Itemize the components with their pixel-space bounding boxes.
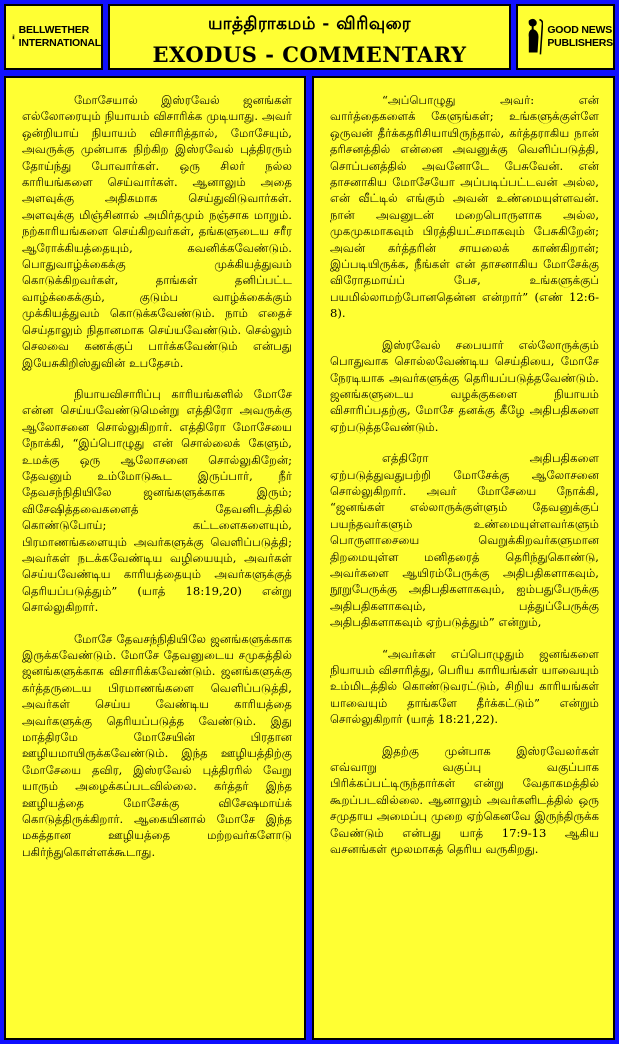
logo-left-line1: BELLWETHER [18,24,89,36]
right-column [312,76,615,1040]
logo-right-line2: PUBLISHERS [547,37,613,49]
paragraph: நியாயவிசாரிப்பு காரியங்களில் மோசே என்ன செய்யவேண்டுமென்று எத்திரோ அவருக்கு ஆலோசனை சொல்லுகிறார். எத்திரோ மோசேயை நோக்கி, “இப்பொழுது என் சொல்லைக் கேளும், உமக்கு ஒரு ஆலோசனை சொல்லுகிறேன்; தேவனும் உம்மோடுகூட இருப்பார், நீர் தேவசந்நிதியிலே ஜனங்களுக்காக இரும்; விசேஷித்தவைகளைத் தேவனிடத்தில் கொண்டுபோய்; கட்டளைகளையும், பிரமாணங்களையும் அவர்களுக்கு வெளிப்படுத்தி; அவர்கள் நடக்கவேண்டிய வழியையும், அவர்கள் செய்யவேண்டிய காரியத்தையும் அவர்களுக்குத் தெரியப்படுத்தும்” (யாத் 18:19,20) என்று சொல்லுகிறார். [22,386,292,615]
logo-right-line1: GOOD NEWS [547,24,613,36]
shepherd-icon [12,17,15,57]
paragraph: இஸ்ரவேல் சபையார் எல்லோருக்கும் பொதுவாக சொல்லவேண்டிய செய்தியை, மோசே நேரடியாக அவர்களுக்கு தெரியப்படுத்தவேண்டும். ஜனங்களுடைய வழக்குகளை நியாயம் விசாரிப்பதற்கு, மோசே தனக்கு கீழே அதிபதிகளை ஏற்படுத்தவேண்டும். [330,337,599,434]
left-column [4,76,306,1040]
title-english: EXODUS - COMMENTARY [152,42,467,67]
paragraph: எத்திரோ அதிபதிகளை ஏற்படுத்துவதுபற்றி மோசேக்கு ஆலோசனை சொல்லுகிறார். அவர் மோசேயை நோக்கி, “ஜனங்கள் எல்லாருக்குள்ளும் தேவனுக்குப் பயந்தவர்களும் உண்மையுள்ளவர்களும் பொருளாசையை வெறுக்கிறவர்களுமான திறமையுள்ள மனிதரைத் தெரிந்துகொண்டு, அவர்களை ஆயிரம்பேருக்கு அதிபதிகளாகவும், நூறுபேருக்கு அதிபதிகளாகவும், ஐம்பதுபேருக்கு அதிபதிகளாகவும், பத்துப்பேருக்கு அதிபதிகளாகவும் ஏற்படுத்தும்” என்றும், [330,451,599,630]
title-tamil: யாத்திராகமம் - விரிவுரை [208,14,411,34]
title-block [108,4,511,70]
paragraph: மோசேயால் இஸ்ரவேல் ஜனங்கள் எல்லோரையும் நியாயம் விசாரிக்க முடியாது. அவர் ஒன்றியாய் நியாயம் விசாரித்தால், மோசேயும், அவருக்கு முன்பாக நிற்கிற இஸ்ரவேல் புத்திரரும் தோய்ந்து போவார்கள். ஒரு சிலர் நல்ல காரியங்களை செய்வார்கள். ஆனாலும் அதை அளவுக்கு அதிகமாக செய்துவிடுவார்கள். அளவுக்கு மிஞ்சினால் அமிர்தமும் நஞ்சாக மாறும். நற்காரியங்களை செய்கிறவர்கள், தங்களுடைய சரீர ஆரோக்கியத்தையும், கவனிக்கவேண்டும். பொதுவாழ்க்கைக்கு முக்கியத்துவம் கொடுக்கிறவர்கள், தாங்கள் தனிப்பட்ட வாழ்க்கைக்கும், குடும்ப வாழ்க்கைக்கும் முக்கியத்துவம் கொடுக்கவேண்டும். நாம் எதைச் செய்தாலும் நிதானமாக செய்யவேண்டும். செல்லும் செலவை கணக்குப் பார்க்கவேண்டும் என்பது இயேசுகிறிஸ்துவின் உபதேசம். [22,93,292,370]
bellwether-logo [4,4,103,70]
paragraph: மோசே தேவசந்நிதியிலே ஜனங்களுக்காக இருக்கவேண்டும். மோசே தேவனுடைய சமுகத்தில் ஜனங்களுக்காக விசாரிக்கவேண்டும். ஜனங்களுக்கு கர்த்தருடைய பிரமாணங்களை வெளிப்படுத்தி, அவர்கள் செய்ய வேண்டிய காரியத்தை அவர்களுக்கு தெரியப்படுத்த வேண்டும். இது மாத்திரமே மோசேயின் பிரதான ஊழியமாயிருக்கவேண்டும். இந்த ஊழியத்திற்கு மோசேயை தவிர, இஸ்ரவேல் புத்திரரில் வேறு யாரும் அழைக்கப்படவில்லை. கர்த்தர் இந்த ஊழியத்தை மோசேக்கு விசேஷமாய்க் கொடுத்திருக்கிறார். ஆகையினால் மோசே இந்த மகத்தான ஊழியத்தை மற்றவர்களோடு பகிர்ந்துகொள்ளக்கூடாது. [22,631,292,859]
paragraph: இதற்கு முன்பாக இஸ்ரவேலர்கள் எவ்வாறு வகுப்பு வகுப்பாக பிரிக்கப்பட்டிருந்தார்கள் என்று வேதாகமத்தில் கூறப்படவில்லை. ஆனாலும் அவர்களிடத்தில் ஒரு சமுதாய அமைப்பு முறை ஏற்கெனவே இருந்திருக்க வேண்டும் என்பது யாத் 17:9-13 ஆகிய வசனங்கள் மூலமாகத் தெரிய வருகிறது. [330,743,599,857]
good-news-logo [516,4,615,70]
shepherd-icon [524,17,543,57]
logo-left-line2: INTERNATIONAL [18,37,101,49]
paragraph: “அப்பொழுது அவர்: என் வார்த்தைகளைக் கேளுங்கள்; உங்களுக்குள்ளே ஒருவன் தீர்க்கதரிசியாயிருந்தால், கர்த்தராகிய நான் தரிசனத்தில் என்னை அவனுக்கு வெளிப்படுத்தி, சொப்பனத்தில் அவனோடே பேசுவேன். என் தாசனாகிய மோசேயோ அப்படிப்பட்டவன் அல்ல, என் வீட்டில் எங்கும் அவன் உண்மையுள்ளவன். நான் அவனுடன் மறைபொருளாக அல்ல, முகமுகமாகவும் பிரத்தியட்சமாகவும் பேசுகிறேன்; அவன் கர்த்தரின் சாயலைக் காண்கிறான்; இப்படியிருக்க, நீங்கள் என் தாசனாகிய மோசேக்கு விரோதமாய்ப் பேச, உங்களுக்குப் பயமில்லாமற்போனதென்ன என்றார்” (எண் 12:6-8). [330,93,599,321]
paragraph: “அவர்கள் எப்பொழுதும் ஜனங்களை நியாயம் விசாரித்து, பெரிய காரியங்கள் யாவையும் உம்மிடத்தில் கொண்டுவரட்டும், சிறிய காரியங்கள் யாவையும் தாங்களே தீர்க்கட்டும்” என்றும் சொல்லுகிறார் (யாத் 18:21,22). [330,646,599,727]
